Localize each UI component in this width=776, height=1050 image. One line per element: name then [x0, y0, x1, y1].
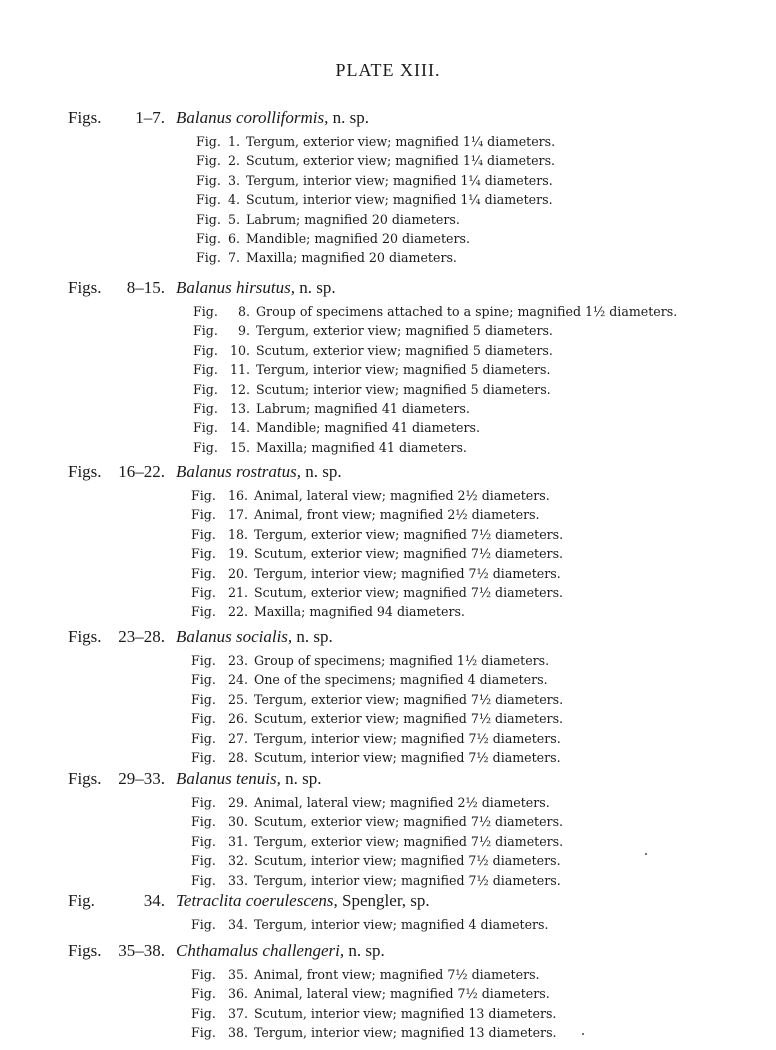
fig-description: Group of specimens attached to a spine; magnified 1½ diameters.	[256, 304, 678, 319]
fig-number: 21.	[227, 584, 248, 600]
fig-number: 19.	[227, 546, 248, 562]
figure-caption	[0, 171, 776, 190]
fig-prefix: Fig.	[196, 153, 221, 169]
figure-range: 8–15.	[126, 278, 165, 297]
fig-prefix: Fig.	[191, 795, 216, 810]
fig-description: Tergum, interior view; magnified 4 diameters.	[254, 917, 549, 932]
species-authority: n. sp.	[280, 769, 322, 788]
fig-number: 20.	[227, 565, 248, 581]
fig-number: 37.	[227, 1005, 248, 1021]
fig-prefix: Fig.	[191, 917, 216, 932]
fig-number: 17.	[227, 507, 248, 523]
fig-number: 29.	[227, 795, 248, 810]
fig-number: 10.	[229, 342, 250, 358]
figure-caption	[0, 651, 776, 670]
figure-caption	[0, 690, 776, 709]
fig-description: Tergum, interior view; magnified 5 diameters.	[256, 362, 551, 378]
figs-label: Figs.	[68, 462, 102, 481]
fig-prefix: Fig.	[191, 691, 216, 707]
fig-number: 23.	[227, 653, 248, 668]
fig-number: 5.	[227, 211, 240, 227]
fig-prefix: Fig.	[191, 546, 216, 562]
fig-number: 31.	[227, 833, 248, 849]
fig-prefix: Fig.	[196, 230, 221, 246]
fig-description: Maxilla; magnified 94 diameters.	[254, 604, 465, 620]
fig-description: Scutum, exterior view; magnified 5 diameters.	[256, 342, 553, 358]
figure-range: 35–38.	[118, 941, 165, 960]
figure-caption	[0, 709, 776, 728]
figure-group	[0, 941, 776, 1043]
fig-number: 24.	[227, 672, 248, 688]
fig-prefix: Fig.	[191, 749, 216, 765]
fig-description: Mandible; magnified 41 diameters.	[256, 420, 480, 436]
species-heading	[176, 108, 369, 128]
fig-description: Maxilla; magnified 20 diameters.	[246, 250, 457, 266]
fig-number: 14.	[229, 420, 250, 436]
group-heading	[0, 941, 776, 965]
species-heading	[176, 462, 342, 482]
species-authority: n. sp.	[344, 941, 385, 960]
fig-prefix: Fig.	[193, 381, 218, 397]
fig-prefix: Fig.	[191, 986, 216, 1002]
fig-description: Labrum; magnified 41 diameters.	[256, 400, 470, 416]
speck	[645, 853, 647, 855]
fig-description: Tergum, interior view; magnified 7½ diameters.	[254, 565, 561, 581]
figure-caption	[0, 915, 776, 934]
fig-number: 34.	[227, 917, 248, 932]
fig-description: Mandible; magnified 20 diameters.	[246, 230, 470, 246]
figure-caption	[0, 360, 776, 379]
figure-group	[0, 891, 776, 934]
fig-description: Scutum, exterior view; magnified 7½ diameters.	[254, 814, 564, 830]
figure-caption	[0, 544, 776, 563]
figure-group	[0, 462, 776, 622]
group-heading	[0, 108, 776, 132]
figs-label: Fig.	[68, 891, 95, 910]
fig-number: 3.	[227, 172, 240, 188]
fig-prefix: Fig.	[193, 362, 218, 378]
species-name: Balanus socialis,	[176, 627, 293, 646]
fig-description: Scutum, interior view; magnified 1¼ diameters.	[246, 192, 553, 208]
figure-caption	[0, 812, 776, 831]
figure-caption	[0, 486, 776, 505]
figure-caption	[0, 505, 776, 524]
fig-number: 18.	[227, 526, 248, 542]
fig-description: Tergum, exterior view; magnified 1¼ diameters.	[246, 134, 556, 149]
fig-number: 32.	[227, 853, 248, 869]
figure-caption	[0, 583, 776, 602]
fig-prefix: Fig.	[193, 400, 218, 416]
fig-description: Tergum, exterior view; magnified 5 diameters.	[256, 323, 553, 339]
fig-prefix: Fig.	[193, 439, 218, 455]
species-authority: n. sp.	[301, 462, 342, 481]
fig-number: 27.	[227, 730, 248, 746]
figure-caption	[0, 190, 776, 209]
fig-prefix: Fig.	[191, 1025, 216, 1041]
fig-description: Tergum, exterior view; magnified 7½ diameters.	[254, 691, 564, 707]
group-heading	[0, 462, 776, 486]
fig-prefix: Fig.	[191, 488, 216, 503]
figure-range: 23–28.	[118, 627, 165, 646]
figure-caption	[0, 564, 776, 583]
fig-description: Tergum, exterior view; magnified 7½ diameters.	[254, 526, 564, 542]
fig-number: 13.	[229, 400, 250, 416]
fig-prefix: Fig.	[191, 833, 216, 849]
fig-prefix: Fig.	[193, 304, 218, 319]
speck	[582, 1033, 584, 1035]
fig-prefix: Fig.	[191, 526, 216, 542]
fig-number: 15.	[229, 439, 250, 455]
species-authority: n. sp.	[295, 278, 336, 297]
fig-number: 9.	[237, 323, 250, 339]
figure-group	[0, 278, 776, 457]
figure-caption	[0, 793, 776, 812]
group-heading	[0, 278, 776, 302]
fig-description: One of the specimens; magnified 4 diameters.	[254, 672, 548, 688]
fig-description: Animal, lateral view; magnified 2½ diameters.	[254, 488, 550, 503]
fig-number: 12.	[229, 381, 250, 397]
figure-caption	[0, 670, 776, 689]
fig-description: Scutum, exterior view; magnified 7½ diameters.	[254, 584, 564, 600]
fig-number: 16.	[227, 488, 248, 503]
fig-description: Tergum, interior view; magnified 1¼ diameters.	[246, 172, 553, 188]
figure-caption	[0, 965, 776, 984]
group-heading	[0, 769, 776, 793]
fig-prefix: Fig.	[191, 711, 216, 727]
fig-prefix: Fig.	[191, 872, 216, 888]
species-heading	[176, 891, 430, 911]
fig-prefix: Fig.	[191, 672, 216, 688]
group-heading	[0, 627, 776, 651]
figure-caption	[0, 984, 776, 1003]
figure-caption	[0, 151, 776, 170]
figure-caption	[0, 248, 776, 267]
figure-caption	[0, 341, 776, 360]
fig-number: 38.	[227, 1025, 248, 1041]
fig-number: 7.	[227, 250, 240, 266]
fig-description: Animal, lateral view; magnified 2½ diameters.	[254, 795, 550, 810]
fig-description: Labrum; magnified 20 diameters.	[246, 211, 460, 227]
fig-number: 8.	[237, 304, 250, 319]
fig-description: Animal, front view; magnified 7½ diameters.	[254, 967, 540, 982]
species-name: Chthamalus challengeri,	[176, 941, 345, 960]
fig-description: Tergum, interior view; magnified 7½ diameters.	[254, 872, 561, 888]
figure-caption	[0, 871, 776, 890]
species-name: Balanus rostratus,	[176, 462, 302, 481]
fig-number: 30.	[227, 814, 248, 830]
fig-description: Scutum, exterior view; magnified 1¼ diameters.	[246, 153, 556, 169]
fig-number: 2.	[227, 153, 240, 169]
fig-number: 4.	[227, 192, 240, 208]
fig-prefix: Fig.	[191, 565, 216, 581]
fig-number: 6.	[227, 230, 240, 246]
figure-caption	[0, 1023, 776, 1042]
figure-caption	[0, 418, 776, 437]
fig-description: Animal, front view; magnified 2½ diameters.	[254, 507, 540, 523]
figure-caption	[0, 729, 776, 748]
figure-caption	[0, 132, 776, 151]
fig-prefix: Fig.	[191, 967, 216, 982]
fig-number: 36.	[227, 986, 248, 1002]
fig-description: Tergum, exterior view; magnified 7½ diameters.	[254, 833, 564, 849]
fig-description: Scutum, interior view; magnified 7½ diameters.	[254, 749, 561, 765]
fig-number: 33.	[227, 872, 248, 888]
group-heading	[0, 891, 776, 915]
figure-range: 16–22.	[118, 462, 165, 481]
figure-caption	[0, 229, 776, 248]
fig-description: Scutum; interior view; magnified 5 diameters.	[256, 381, 551, 397]
figure-group	[0, 108, 776, 268]
fig-number: 1.	[227, 134, 240, 149]
fig-description: Animal, lateral view; magnified 7½ diameters.	[254, 986, 550, 1002]
figure-caption	[0, 851, 776, 870]
plate-title: PLATE XIII.	[335, 60, 441, 80]
fig-prefix: Fig.	[191, 853, 216, 869]
figure-range: 1–7.	[135, 108, 165, 127]
fig-prefix: Fig.	[193, 342, 218, 358]
fig-description: Scutum, interior view; magnified 13 diameters.	[254, 1005, 557, 1021]
fig-description: Group of specimens; magnified 1½ diameters.	[254, 653, 550, 668]
fig-prefix: Fig.	[191, 584, 216, 600]
species-heading	[176, 627, 333, 647]
fig-number: 26.	[227, 711, 248, 727]
species-authority: n. sp.	[292, 627, 333, 646]
fig-prefix: Fig.	[191, 730, 216, 746]
figure-caption	[0, 321, 776, 340]
fig-prefix: Fig.	[196, 250, 221, 266]
figure-group	[0, 627, 776, 767]
figure-caption	[0, 399, 776, 418]
fig-description: Scutum, interior view; magnified 7½ diameters.	[254, 853, 561, 869]
figure-caption	[0, 380, 776, 399]
species-heading	[176, 278, 336, 298]
figure-caption	[0, 438, 776, 457]
figure-group	[0, 769, 776, 890]
fig-description: Scutum, exterior view; magnified 7½ diameters.	[254, 711, 564, 727]
fig-prefix: Fig.	[196, 134, 221, 149]
figs-label: Figs.	[68, 108, 102, 127]
figs-label: Figs.	[68, 278, 102, 297]
figs-label: Figs.	[68, 941, 102, 960]
fig-number: 35.	[227, 967, 248, 982]
figure-caption	[0, 832, 776, 851]
fig-description: Tergum, interior view; magnified 13 diameters.	[254, 1025, 557, 1041]
fig-prefix: Fig.	[196, 172, 221, 188]
fig-description: Maxilla; magnified 41 diameters.	[256, 439, 467, 455]
fig-description: Tergum, interior view; magnified 7½ diameters.	[254, 730, 561, 746]
fig-prefix: Fig.	[191, 814, 216, 830]
species-authority: n. sp.	[328, 108, 370, 127]
species-heading	[176, 941, 385, 961]
fig-prefix: Fig.	[191, 507, 216, 523]
species-name: Tetraclita coerulescens,	[176, 891, 338, 910]
species-authority: Spengler, sp.	[337, 891, 430, 910]
figure-caption	[0, 210, 776, 229]
species-name: Balanus hirsutus,	[176, 278, 296, 297]
species-heading	[176, 769, 321, 789]
figure-caption	[0, 1004, 776, 1023]
species-name: Balanus tenuis,	[176, 769, 281, 788]
figure-caption	[0, 602, 776, 621]
figure-caption	[0, 748, 776, 767]
fig-prefix: Fig.	[193, 323, 218, 339]
species-name: Balanus corolliformis,	[176, 108, 329, 127]
fig-prefix: Fig.	[193, 420, 218, 436]
fig-prefix: Fig.	[196, 192, 221, 208]
fig-prefix: Fig.	[191, 1005, 216, 1021]
fig-number: 28.	[227, 749, 248, 765]
figure-range: 29–33.	[118, 769, 165, 788]
fig-number: 11.	[229, 362, 250, 378]
figs-label: Figs.	[68, 769, 102, 788]
fig-prefix: Fig.	[191, 604, 216, 620]
fig-description: Scutum, exterior view; magnified 7½ diameters.	[254, 546, 564, 562]
fig-prefix: Fig.	[191, 653, 216, 668]
figure-range: 34.	[143, 891, 165, 910]
figure-caption	[0, 525, 776, 544]
fig-prefix: Fig.	[196, 211, 221, 227]
figs-label: Figs.	[68, 627, 102, 646]
fig-number: 25.	[227, 691, 248, 707]
figure-caption	[0, 302, 776, 321]
fig-number: 22.	[227, 604, 248, 620]
